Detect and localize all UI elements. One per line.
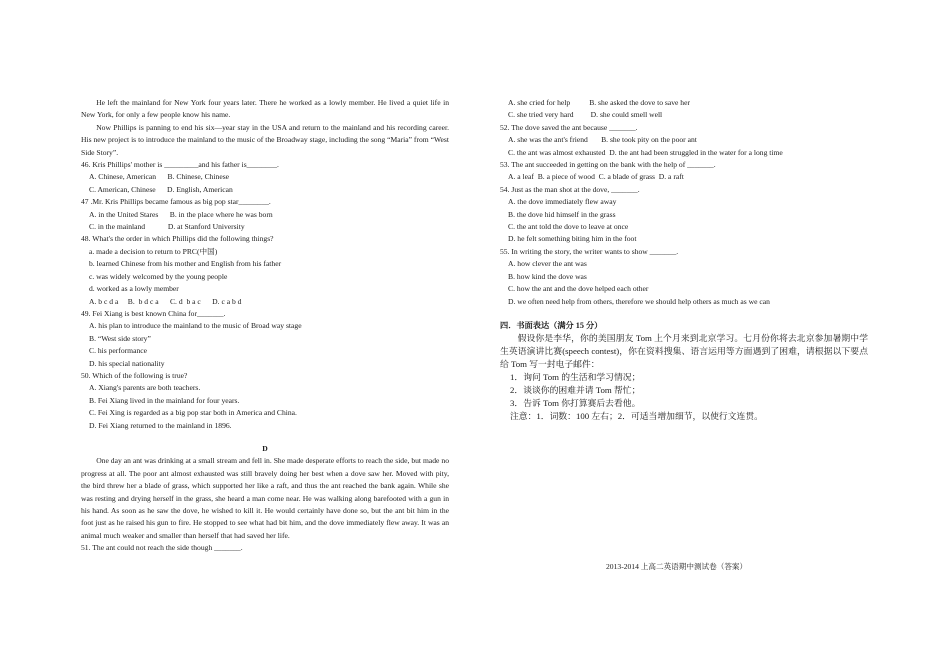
question-54-option-b: B. the dove hid himself in the grass [508, 209, 616, 219]
question-50: 50. Which of the following is true? [81, 370, 188, 380]
question-51-options-ab: A. she cried for help B. she asked the dove to save her [508, 98, 690, 107]
writing-point-1: 1．询问 Tom 的生活和学习情况； [510, 371, 641, 382]
question-50-option-b: B. Fei Xiang lived in the mainland for four years. [89, 395, 240, 405]
question-54-option-d: D. he felt something biting him in the foot [508, 234, 637, 244]
question-51-options-cd: C. she tried very hard D. she could smell well [508, 110, 663, 120]
question-52: 52. The dove saved the ant because _______. [500, 122, 638, 132]
writing-prompt: 假设你是李华，你的美国朋友 Tom 上个月来到北京学习。七月份你将去北京参加暑期中学生英语演讲比赛(speech contest)，你在资料搜集、语言运用等方面遇到了困难，请根据以下要点给 Tom 写一封电子邮件： [500, 332, 868, 369]
question-49-option-c: C. his performance [89, 346, 147, 356]
question-46-options-cd: C. American, Chinese D. English, American [89, 184, 233, 194]
page-footer: 2013-2014 上高二英语期中测试卷（答案） [606, 562, 748, 571]
writing-point-3: 3．告诉 Tom 你打算赛后去看他。 [510, 397, 641, 408]
question-55-option-c: C. how the ant and the dove helped each other [508, 284, 649, 294]
question-47-options-ab: A. in the United Stares B. in the place where he was born [89, 209, 273, 219]
question-50-option-a: A. Xiang's parents are both teachers. [89, 383, 201, 393]
question-52-options-ab: A. she was the ant's friend B. she took pity on the poor ant [508, 135, 697, 145]
writing-point-2: 2．谈谈你的困难并请 Tom 帮忙； [510, 384, 641, 395]
question-49: 49. Fei Xiang is best known China for_______. [81, 308, 226, 318]
question-48-item-c: c. was widely welcomed by the young people [89, 271, 228, 281]
question-54-option-c: C. the ant told the dove to leave at once [508, 222, 629, 232]
question-47-options-cd: C. in the mainland D. at Stanford University [89, 222, 245, 232]
question-50-option-d: D. Fei Xiang returned to the mainland in 1896. [89, 420, 232, 430]
question-54-option-a: A. the dove immediately flew away [508, 197, 617, 207]
question-48-item-a: a. made a decision to return to PRC(中国) [89, 246, 218, 256]
question-47: 47 .Mr. Kris Phillips became famous as big pop star________. [81, 197, 271, 207]
writing-note: 注意：1．词数：100 左右；2．可适当增加细节，以使行文连贯。 [510, 410, 763, 421]
question-53-options: A. a leaf B. a piece of wood C. a blade of grass D. a raft [508, 172, 684, 182]
question-53: 53. The ant succeeded in getting on the bank with the help of _______. [500, 160, 716, 170]
question-55-option-b: B. how kind the dove was [508, 271, 587, 281]
question-52-options-cd: C. the ant was almost exhausted D. the ant had been struggled in the water for a long time [508, 147, 783, 157]
passage-d: One day an ant was drinking at a small stream and fell in. She made desperate efforts to reach the side, but made no progress at all. The poor ant almost exhausted was still bravely doing her best when a dove saw her. Moved with pity, the bird threw her a blade of grass, which supported her like a raft, and thus the ant reached the bank again. While she was resting and drying herself in the grass, she heard a man come near. He was walking along barefooted with a gun in his hand. As soon as he saw the dove, he wished to kill it. He would certainly have done so, but the ant bit him in the foot just as he raised his gun to fire. He stopped to see what had bit him, and the dove immediately flew away. It was an animal much weaker and smaller than herself that had saved her life. [81, 456, 449, 540]
question-46-options-ab: A. Chinese, American B. Chinese, Chinese [89, 172, 230, 182]
left-column [81, 97, 449, 555]
question-49-option-d: D. his special nationality [89, 358, 165, 368]
section-d-heading: D [262, 443, 268, 453]
question-55-option-d: D. we often need help from others, therefore we should help others as much as we can [508, 296, 770, 306]
question-49-option-b: B. “West side story” [89, 333, 151, 343]
passage-c-paragraph-2: Now Phillips is panning to end his six—year stay in the USA and return to the mainland and his recording career. His new project is to introduce the mainland to the music of the Broadway stage, including the song “Maria” from “West Side Story”. [81, 122, 449, 157]
question-55-option-a: A. how clever the ant was [508, 259, 587, 269]
question-51: 51. The ant could not reach the side though _______. [81, 543, 243, 553]
passage-c-paragraph-1: He left the mainland for New York four years later. There he worked as a lowly member. He lived a quiet life in New York, for only a few people know his name. [81, 98, 449, 120]
right-column [500, 97, 868, 423]
question-48-item-d: d. worked as a lowly member [89, 284, 179, 294]
writing-section-title: 四．书面表达（满分 15 分） [500, 320, 603, 330]
question-48-item-b: b. learned Chinese from his mother and English from his father [89, 259, 282, 269]
question-46: 46. Kris Phillips' mother is _________and his father is________. [81, 160, 279, 170]
question-48: 48. What's the order in which Phillips did the following things? [81, 234, 274, 244]
question-54: 54. Just as the man shot at the dove, _______. [500, 184, 640, 194]
question-50-option-c: C. Fei Xing is regarded as a big pop star both in America and China. [89, 408, 297, 418]
question-55: 55. In writing the story, the writer wants to show _______. [500, 246, 679, 256]
question-49-option-a: A. his plan to introduce the mainland to the music of Broad way stage [89, 321, 302, 331]
question-48-options: A. b c d a B. b d c a C. d b a c D. c a b d [89, 296, 242, 306]
